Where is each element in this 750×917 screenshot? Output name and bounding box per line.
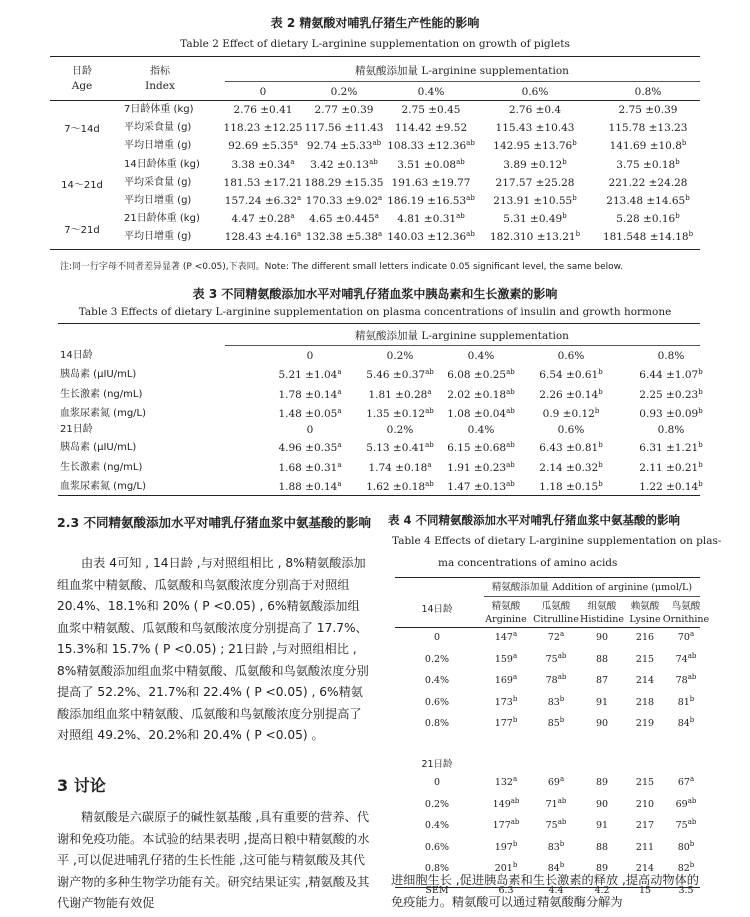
table2-row-label: 平均日增重 (g) <box>124 231 192 243</box>
table4-group-rule <box>484 596 700 597</box>
table2-cell: 114.42 ±9.52 <box>394 122 468 135</box>
table3-cell: 2.26 ±0.14$^b$ <box>539 387 603 401</box>
table2-cell: 108.33 ±12.36$^{ab}$ <box>387 139 475 153</box>
table4-cell: $78^{ab}$ <box>545 673 567 687</box>
table3-cell: 6.54 ±0.61$^b$ <box>539 368 603 381</box>
table4-cell: 211 <box>635 841 655 853</box>
table4-col-en-0: Arginine <box>485 614 527 625</box>
table4-cell: 85$^b$ <box>547 716 565 730</box>
table4-row-label: 0.6% <box>424 696 450 708</box>
table4-cell: 88 <box>595 653 609 665</box>
table2-row-label: 14日龄体重 (kg) <box>124 158 200 170</box>
table4-day21: 21日龄 <box>421 759 453 770</box>
table4-title-en-2: ma concentrations of amino acids <box>438 557 618 569</box>
table4-cell: 215 <box>635 653 655 665</box>
table4-row-label: 0.4% <box>424 820 450 832</box>
table3-cell: 6.31 ±1.21$^b$ <box>639 441 703 454</box>
table2-level-3: 0.6% <box>521 86 549 98</box>
table3-cell: 1.18 ±0.15$^b$ <box>539 480 603 493</box>
table4-col-cn-3: 赖氨酸 <box>630 601 660 612</box>
table4-sem-cell: 6.3 <box>498 885 514 896</box>
table3-cell: 2.25 ±0.23$^b$ <box>639 387 703 401</box>
table3-bottom-rule <box>58 495 700 496</box>
table2-head-index-en: Index <box>145 80 175 92</box>
table3-cell: 1.74 ±0.18$^a$ <box>368 460 432 474</box>
table2-age-group-2: 14～21d <box>61 180 103 191</box>
table4-cell: 173$^b$ <box>494 694 518 708</box>
table4-cell: 83$^b$ <box>547 839 565 853</box>
table2-cell: 2.76 ±0.4 <box>508 104 562 116</box>
table4-cell: 81$^b$ <box>677 694 695 708</box>
table4-cell: 210 <box>635 798 655 810</box>
table2-row-label: 平均采食量 (g) <box>124 122 192 134</box>
table2-cell: 5.31 ±0.49$^b$ <box>503 212 567 226</box>
table4-cell: 83$^b$ <box>547 694 565 708</box>
table2-cell: 128.43 ±4.16$^a$ <box>224 230 302 244</box>
table4-cell: 84$^b$ <box>677 716 695 730</box>
table4-cell: 82$^b$ <box>677 861 695 875</box>
table4-cell: $75^{ab}$ <box>675 818 697 832</box>
table2-cell: 182.310 ±13.21$^b$ <box>489 230 581 244</box>
table2-row-label: 21日龄体重 (kg) <box>124 213 200 225</box>
table2-cell: 2.76 ±0.41 <box>233 104 293 116</box>
table3-cell: 1.35 ±0.12$^{ab}$ <box>366 407 434 420</box>
table2-cell: 3.75 ±0.18$^b$ <box>616 157 680 171</box>
table4-cell: 90 <box>595 632 609 643</box>
table2-cell: 213.48 ±14.65$^b$ <box>606 194 690 207</box>
table4-cell: 177$^b$ <box>494 716 518 730</box>
table2-cell: 5.28 ±0.16$^b$ <box>616 212 680 226</box>
table2-cell: 170.33 ±9.02$^a$ <box>305 194 383 207</box>
table4-col-cn-2: 组氨酸 <box>587 601 617 612</box>
table2-cell: 4.81 ±0.31$^{ab}$ <box>397 212 465 226</box>
table4-head-rule <box>395 627 700 628</box>
table3-cell: 0.93 ±0.09$^b$ <box>639 407 703 420</box>
table3-cell: 2.02 ±0.18$^{ab}$ <box>447 387 515 401</box>
table2-cell: 115.78 ±13.23 <box>608 122 688 135</box>
table2-head-age-en: Age <box>71 80 93 92</box>
table4-cell: 147$^a$ <box>494 630 518 643</box>
table2-cell: 115.43 ±10.43 <box>495 122 575 135</box>
table2-cell: 191.63 ±19.77 <box>391 176 471 189</box>
table3-cell: 0.9 ±0.12$^b$ <box>542 407 600 420</box>
table2-row-label: 平均日增重 (g) <box>124 140 192 152</box>
table2-level-2: 0.4% <box>417 86 445 98</box>
table4-cell: 214 <box>635 675 655 687</box>
table4-row-label: 0.8% <box>424 863 450 875</box>
table3-row-label: 胰岛素 (μIU/mL) <box>60 369 137 380</box>
table2-level-4: 0.8% <box>634 86 662 98</box>
table2-cell: 92.74 ±5.33$^{ab}$ <box>306 139 382 153</box>
table3-row-label: 胰岛素 (μIU/mL) <box>60 442 137 453</box>
table2-cell: 2.75 ±0.45 <box>401 104 461 116</box>
table3-row-label: 血浆尿素氮 (mg/L) <box>60 481 147 492</box>
table4-cell: 88 <box>595 841 609 853</box>
table3-cell: 1.88 ±0.14$^a$ <box>278 480 342 493</box>
table2-head-age-cn: 日龄 <box>72 66 92 77</box>
table4-col-cn-0: 精氨酸 <box>491 601 521 612</box>
table3-cell: 6.43 ±0.81$^b$ <box>539 441 603 454</box>
table4-sem-cell: 15 <box>638 885 652 896</box>
table3-row-label: 生长激素 (ng/mL) <box>60 461 143 473</box>
table2-row-label: 平均采食量 (g) <box>124 176 192 188</box>
table2-cell: 142.95 ±13.76$^b$ <box>493 139 577 153</box>
section-3-title: 3 讨论 <box>57 776 106 795</box>
table4-col-en-1: Citrulline <box>533 614 579 625</box>
table4-day14: 14日龄 <box>421 604 453 615</box>
table4-cell: 91 <box>595 820 609 832</box>
table2-cell: 4.65 ±0.445$^a$ <box>309 212 379 226</box>
table2-bottom-rule <box>50 249 700 250</box>
section-2-3-paragraph: 由表 4可知 , 14日龄 ,与对照组相比 , 8%精氨酸添加组血浆中精氨酸、瓜氨酸和鸟氨酸浓度分别高于对照组 20.4%、18.1%和 20% ( P <0.05) , 6%精氨酸添加组血浆中精氨酸、瓜氨酸和鸟氨酸浓度分别提高了 17.7%、15.3%和 15.7% ( P <0.05) ; 21日龄 ,与对照组相比 , 8%精氨酸添加组血浆中精氨酸、瓜氨酸和鸟氨酸浓度分别提高了 52.2%、21.7%和 22.4% ( P <0.05) , 6%精氨酸添加组血浆中精氨酸、瓜氨酸和鸟氨酸浓度分别提高了对照组 49.2%、20.2%和 20.4% ( P <0.05) 。 <box>57 556 369 742</box>
table4-col-cn-4: 鸟氨酸 <box>671 601 701 612</box>
table4-cell: $71^{ab}$ <box>545 796 567 810</box>
table3-day21-level-2: 0.4% <box>467 424 495 436</box>
table4-sem-label: SEM <box>425 885 449 896</box>
table2-head-rule <box>50 100 700 101</box>
table4-row-label: 0.8% <box>424 718 450 730</box>
table3-day14-level-1: 0.2% <box>386 350 414 362</box>
table4-cell: 69$^a$ <box>547 775 565 788</box>
table2-age-group-1: 7～14d <box>64 124 100 135</box>
table4-cell: 169$^a$ <box>494 673 518 687</box>
table2-cell: 221.22 ±24.28 <box>608 176 688 189</box>
table3-cell: 1.47 ±0.13$^{ab}$ <box>447 480 515 493</box>
table2-cell: 141.69 ±10.8$^b$ <box>609 139 687 153</box>
table3-day21-level-0: 0 <box>306 424 314 436</box>
table4-cell: 67$^a$ <box>677 775 695 788</box>
table2-head-group: 精氨酸添加量 L-arginine supplementation <box>355 65 569 77</box>
table4-cell: $74^{ab}$ <box>675 651 697 665</box>
table4-cell: $75^{ab}$ <box>545 651 567 665</box>
table4-cell: 201$^b$ <box>494 861 518 875</box>
table2-note: 注:同一行字母不同者差异显著 (P <0.05),下表同。Note: The different small letters indicate 0.05 significant level, the same below. <box>60 262 624 272</box>
table3-day14-level-0: 0 <box>306 350 314 362</box>
table2-level-0: 0 <box>259 86 267 98</box>
table2-cell: 186.19 ±16.53$^{ab}$ <box>387 194 475 207</box>
table2-cell: 2.75 ±0.39 <box>618 104 678 116</box>
table4-sem-cell: 4.2 <box>594 885 610 896</box>
table2-cell: 157.24 ±6.32$^a$ <box>224 194 302 207</box>
table4-sem-cell: 4.4 <box>548 885 564 896</box>
section-2-3-title: 2.3 不同精氨酸添加水平对哺乳仔猪血浆中氨基酸的影响 <box>57 515 371 530</box>
table3-row-label: 血浆尿素氮 (mg/L) <box>60 408 147 419</box>
table3-day21: 21日龄 <box>60 424 93 435</box>
table4-cell: 215 <box>635 777 655 788</box>
table3-title-en: Table 3 Effects of dietary L-arginine supplementation on plasma concentrations of insulin and growth hormone <box>78 306 672 318</box>
table4-sem-cell: 3.5 <box>678 885 694 896</box>
table4-cell: 84$^b$ <box>547 861 565 875</box>
table2-top-rule <box>50 56 700 57</box>
table3-group-rule <box>225 345 700 346</box>
table2-head-index-cn: 指标 <box>150 66 170 77</box>
table4-title-cn: 表 4 不同精氨酸添加水平对哺乳仔猪血浆中氨基酸的影响 <box>388 513 681 527</box>
table3-day14-level-3: 0.6% <box>557 350 585 362</box>
table3-cell: 5.21 ±1.04$^a$ <box>278 368 342 381</box>
table3-top-rule <box>58 323 700 324</box>
table4-title-en-1: Table 4 Effects of dietary L-arginine supplementation on plas- <box>392 535 722 547</box>
table3-cell: 6.15 ±0.68$^{ab}$ <box>447 441 515 454</box>
table3-day14-level-4: 0.8% <box>657 350 685 362</box>
table3-day21-level-3: 0.6% <box>557 424 585 436</box>
table4-row-label: 0.2% <box>424 653 450 665</box>
table2-cell: 3.42 ±0.13$^{ab}$ <box>310 157 378 171</box>
table4-cell: 87 <box>595 675 609 687</box>
table4-row-label: 0 <box>433 777 441 788</box>
table2-title-cn: 表 2 精氨酸对哺乳仔猪生产性能的影响 <box>270 16 480 30</box>
table4-col-en-3: Lysine <box>629 614 661 625</box>
table4-cell: $75^{ab}$ <box>545 818 567 832</box>
table2-group-rule <box>225 81 700 82</box>
table2-cell: 3.51 ±0.08$^{ab}$ <box>397 157 465 171</box>
table2-title-en: Table 2 Effect of dietary L-arginine supplementation on growth of piglets <box>180 38 570 50</box>
table3-cell: 1.48 ±0.05$^a$ <box>278 407 342 420</box>
table3-cell: 4.96 ±0.35$^a$ <box>278 441 342 454</box>
table4-cell: 219 <box>635 718 655 730</box>
table4-row-label: 0 <box>433 632 441 643</box>
table2-cell: 118.23 ±12.25 <box>223 122 303 135</box>
table3-cell: 1.81 ±0.28$^a$ <box>368 387 432 401</box>
table4-cell: $149^{ab}$ <box>492 796 520 810</box>
table4-col-en-2: Histidine <box>580 614 624 625</box>
table4-cell: 217 <box>635 820 655 832</box>
table3-cell: 5.13 ±0.41$^{ab}$ <box>366 441 434 454</box>
table4-cell: 197$^b$ <box>494 839 518 853</box>
section-3-paragraph: 精氨酸是六碳原子的碱性氨基酸 ,具有重要的营养、代谢和免疫功能。本试验的结果表明 ,提高日粮中精氨酸的水平 ,可以促进哺乳仔猪的生长性能 ,这可能与精氨酸及其代谢产物的多种生物学功能有关。研究结果证实 ,精氨酸及其代谢产物能有效促 <box>57 810 370 910</box>
table4-row-label: 0.6% <box>424 841 450 853</box>
table3-row-label: 生长激素 (ng/mL) <box>60 388 143 400</box>
table4-cell: 132$^a$ <box>494 775 518 788</box>
table3-cell: 1.22 ±0.14$^b$ <box>639 480 703 493</box>
table2-cell: 3.38 ±0.34$^a$ <box>231 157 295 171</box>
table2-level-1: 0.2% <box>330 86 358 98</box>
table4-cell: 80$^b$ <box>677 839 695 853</box>
table2-cell: 3.89 ±0.12$^b$ <box>503 157 567 171</box>
table3-head-group: 精氨酸添加量 L-arginine supplementation <box>355 330 569 342</box>
table4-cell: 90 <box>595 718 609 730</box>
table3-cell: 6.44 ±1.07$^b$ <box>639 368 703 381</box>
table4-cell: $78^{ab}$ <box>675 673 697 687</box>
table3-cell: 6.08 ±0.25$^{ab}$ <box>447 368 515 381</box>
table2-cell: 213.91 ±10.55$^b$ <box>493 194 577 207</box>
table3-day21-level-1: 0.2% <box>386 424 414 436</box>
table3-cell: 1.78 ±0.14$^a$ <box>278 387 342 401</box>
table4-cell: 216 <box>635 632 655 643</box>
table4-cell: 70$^a$ <box>677 630 695 643</box>
table4-row-label: 0.4% <box>424 675 450 687</box>
table4-cell: 214 <box>635 863 655 875</box>
table4-col-cn-1: 瓜氨酸 <box>541 601 571 612</box>
table3-cell: 5.46 ±0.37$^{ab}$ <box>366 368 434 381</box>
table2-row-label: 7日龄体重 (kg) <box>124 104 194 115</box>
table4-cell: 159$^a$ <box>494 651 518 665</box>
table2-cell: 140.03 ±12.36$^{ab}$ <box>387 230 475 244</box>
table2-cell: 4.47 ±0.28$^a$ <box>231 212 295 226</box>
table2-cell: 217.57 ±25.28 <box>495 176 575 189</box>
table3-day14: 14日龄 <box>60 350 93 361</box>
table4-cell: 218 <box>635 696 655 708</box>
table2-cell: 181.53 ±17.21 <box>223 176 303 189</box>
table4-cell: 72$^a$ <box>547 630 565 643</box>
table2-age-group-3: 7～21d <box>64 225 100 236</box>
table4-top-rule <box>395 577 700 578</box>
table2-cell: 132.38 ±5.38$^a$ <box>305 230 383 244</box>
table4-cell: 89 <box>595 777 609 788</box>
table2-cell: 92.69 ±5.35$^a$ <box>228 139 298 153</box>
table4-cell: 91 <box>595 696 609 708</box>
table4-col-en-4: Ornithine <box>662 614 710 625</box>
table4-cell: 89 <box>595 863 609 875</box>
table3-cell: 1.91 ±0.23$^{ab}$ <box>447 460 515 474</box>
table2-row-label: 平均日增重 (g) <box>124 195 192 206</box>
table3-cell: 2.14 ±0.32$^b$ <box>539 460 603 474</box>
table4-cell: 90 <box>595 798 609 810</box>
table3-cell: 2.11 ±0.21$^b$ <box>639 460 703 474</box>
table3-cell: 1.68 ±0.31$^a$ <box>278 460 342 474</box>
table3-cell: 1.62 ±0.18$^{ab}$ <box>366 480 434 493</box>
table2-cell: 2.77 ±0.39 <box>314 104 374 116</box>
table3-cell: 1.08 ±0.04$^{ab}$ <box>447 407 515 420</box>
table4-head-group: 精氨酸添加量 Addition of arginine (μmol/L) <box>491 582 693 593</box>
table3-title-cn: 表 3 不同精氨酸添加水平对哺乳仔猪血浆中胰岛素和生长激素的影响 <box>192 287 558 301</box>
table4-row-label: 0.2% <box>424 798 450 810</box>
table2-cell: 181.548 ±14.18$^b$ <box>602 230 694 244</box>
table2-cell: 188.29 ±15.35 <box>304 176 384 189</box>
table4-cell: $177^{ab}$ <box>492 818 520 832</box>
right-column-tail-paragraph: 进细胞生长 ,促进胰岛素和生长激素的释放 ,提高动物体的免疫能力。精氨酸可以通过精氨酸酶分解为 <box>391 873 699 909</box>
table4-cell: $69^{ab}$ <box>675 796 697 810</box>
table3-day21-level-4: 0.8% <box>657 424 685 436</box>
table2-cell: 117.56 ±11.43 <box>304 122 384 135</box>
table3-day14-level-2: 0.4% <box>467 350 495 362</box>
